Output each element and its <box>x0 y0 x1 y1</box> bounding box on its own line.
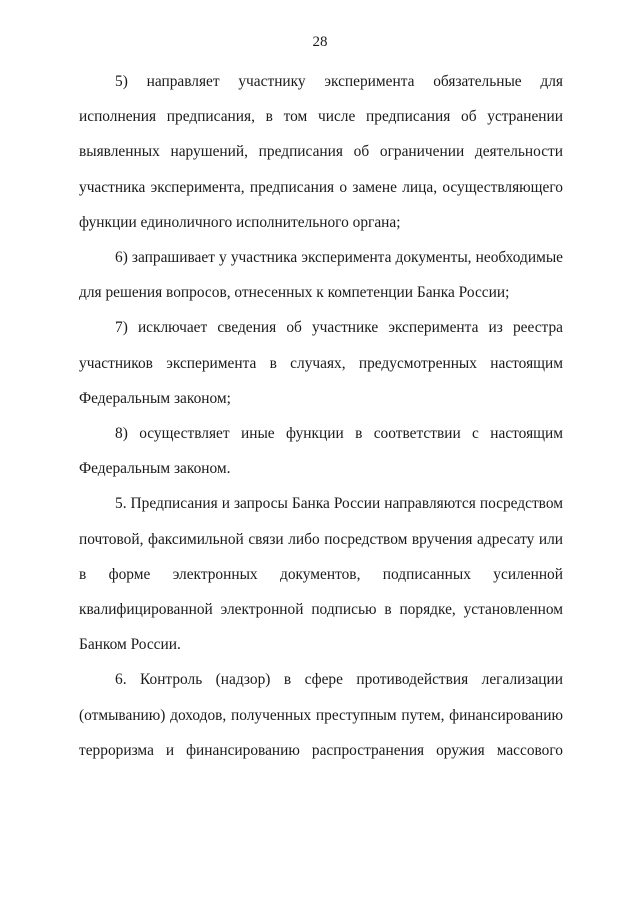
document-body <box>79 64 563 768</box>
page-number: 28 <box>312 34 328 50</box>
paragraph-item-5: 5) направляет участнику эксперимента обязательные для исполнения предписания, в том числе предписания об устранении выявленных нарушений, предписания об ограничении деятельности участника эксперимента, предписания о замене лица, осуществляющего функции единоличного исполнительного органа; <box>79 73 563 231</box>
paragraph-item-8: 8) осуществляет иные функции в соответствии с настоящим Федеральным законом. <box>79 425 563 478</box>
paragraph-part-5: 5. Предписания и запросы Банка России направляются посредством почтовой, факсимильной связи либо посредством вручения адресату или в форме электронных документов, подписанных усиленной квалифицированной электронной подписью в порядке, установленном Банком России. <box>79 495 563 654</box>
paragraph-part-6: 6. Контроль (надзор) в сфере противодействия легализации (отмыванию) доходов, полученных преступным путем, финансированию терроризма и финансированию распространения оружия массового <box>79 671 563 759</box>
paragraph-item-7: 7) исключает сведения об участнике эксперимента из реестра участников эксперимента в случаях, предусмотренных настоящим Федеральным законом; <box>79 319 563 407</box>
paragraph-item-6: 6) запрашивает у участника эксперимента документы, необходимые для решения вопросов, отнесенных к компетенции Банка России; <box>79 249 563 302</box>
